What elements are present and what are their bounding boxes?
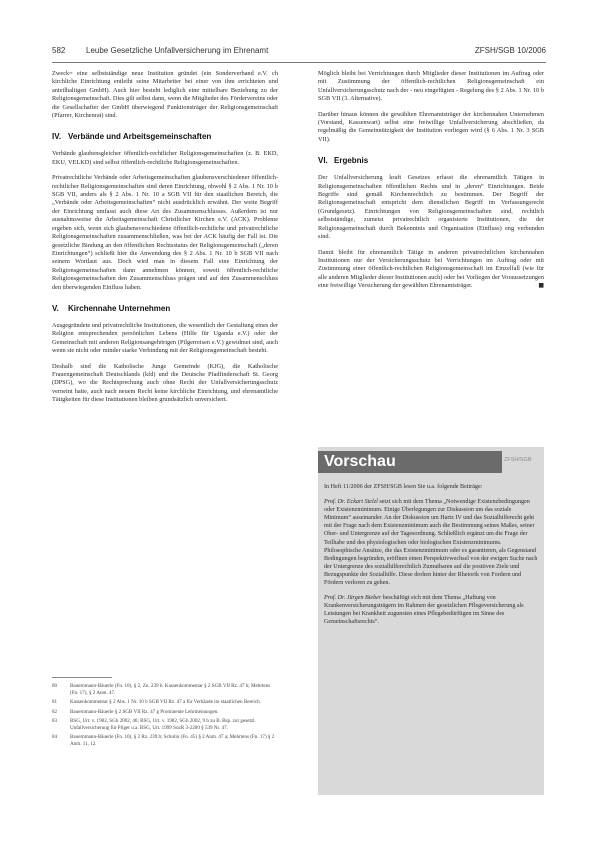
footnote bbox=[52, 709, 278, 716]
section-number: VI. bbox=[318, 156, 328, 166]
footnote bbox=[52, 718, 278, 731]
footnote-number: 80 bbox=[52, 683, 58, 689]
page-number: 582 bbox=[52, 46, 66, 55]
header-rule bbox=[52, 62, 546, 63]
section-heading-v bbox=[52, 304, 278, 314]
section-heading-vi bbox=[318, 156, 544, 166]
paragraph: Der Unfallversicherung kraft Gesetzes erfasst die ehrenamtlich Tätigen in Religionsgemeinschaften öffentlichen Rechts und in „deren“ Einrichtungen. Beide Begriffe sind gemäß Kirchenrechtlich zu bestimmen. Der Begriff der Religionsgemeinschaft entspricht dem dienstlichen Begriff im Verfassungsrecht (Grundgesetz). Einrichtungen von Religionsgemeinschaften sind, rechtlich selbstständige, zumeist privatrechtlich organisierte Institutionen, die der Religionsgemeinschaft durch Bekenntnis und Organisation (Einfluss) eng verbunden sind. bbox=[318, 174, 544, 241]
preview-title: Vorschau bbox=[318, 451, 502, 473]
footnote-number: 84 bbox=[52, 734, 58, 740]
footnote-text: BSG, Urt. v. 1982, SGb 2002, 46; BSG, Urt. v. 1982, SGb 2002, 9 b zu B. Bsp. zur gesetzl. Unfallversicherung für Pilger u.a. BSG, Urt. 1999 SozR 3-2200 § 539 Nr. 47. bbox=[70, 718, 256, 731]
footnote bbox=[52, 699, 278, 706]
preview-box bbox=[318, 447, 544, 795]
section-title: Leube Gesetzliche Unfallversicherung im Ehrenamt bbox=[86, 46, 269, 55]
preview-author: Prof. Dr. Eckart Stelzl bbox=[324, 499, 378, 506]
footnotes bbox=[52, 683, 278, 750]
paragraph: Darüber hinaus können die gewählten Ehrenamtsträger der kirchennahen Unternehmen (Vorstand, Kassenwart) selbst eine freiwillige Unfallversicherung abschließen, da regelmäßig die Gemeinnützigkeit der Institution vorliegen wird (§ 6 Abs. 1 Nr. 3 SGB VII). bbox=[318, 110, 544, 143]
paragraph: Ausgegründete und privatrechtliche Institutionen, die wesentlich der Gestaltung eines der Religion entsprechenden persönlichen Lebens (Hilfe für Uganda e.V.) oder der Gemeinschaft mit anderen Religionsangehörigen (Pilgerreisen e.V.) gewidmet sind, auch wenn sie nicht oder minder starke Verbindung mit der Religionsgemeinschaft besteht. bbox=[52, 321, 278, 355]
left-column bbox=[52, 70, 278, 412]
end-of-article-icon: ■ bbox=[538, 282, 544, 290]
section-heading-text: Ergebnis bbox=[334, 156, 369, 166]
paragraph: Zweck= eine selbstständige neue Institution gründet (ein Sonderverband e.V. ch kirchliche Einrichtung entleiht seine Mitarbeiter bei einer von ihm errichteten und anteilhaltigen GmbH). Auch hier besteht lediglich eine mittelbare Beziehung zu der Religionsgemeinschaft. Dies gilt selbst dann, wenn die Mitglieder des Fördervereins oder die Gesellschafter der GmbH überwiegend Funktionsträger der Religionsgemeinschaft (Pfarrer, Kirchenrat) sind. bbox=[52, 70, 278, 120]
paragraph-text: Damit bleibt für ehrenamtlich Tätige in anderen privatrechtlichen kirchennahen Institutionen nur der Versicherungsschutz bei Verrichtungen im Auftrag oder mit Zustimmung einer öffentlich-rechtlichen Religionsgemeinschaft im Einzelfall (wie für alle anderen Mitglieder dieser Institutionen auch) oder bei Vorliegen der Voraussetzungen eine freiwillige Versicherung der gewählten Ehrenamtsträger. bbox=[318, 248, 544, 290]
journal-reference: ZFSH/SGB 10/2006 bbox=[474, 46, 546, 55]
running-head bbox=[52, 46, 546, 60]
preview-tag: ZFSH/SGB bbox=[504, 457, 532, 463]
section-heading-iv bbox=[52, 132, 278, 142]
preview-article-text: beschäftigt sich mit dem Thema „Haftung von Krankenversicherungsträgern im Rahmen der gesetzlichen Pflegeversicherung als Leistungen bei Krankheit zugunsten eines Pflegebedürftigen im Sinne des Gemeinschaftsrechts“. bbox=[324, 595, 524, 626]
footnote-number: 81 bbox=[52, 699, 58, 705]
footnote-number: 82 bbox=[52, 708, 58, 715]
footnote-text: Kassenkommentar § 2 Abs. 1 Nr. 10 b SGB VII Rz. 47 a für Verbände im staatlichen Bereich. bbox=[70, 699, 261, 705]
section-heading-text: Kirchennahe Unternehmen bbox=[68, 303, 171, 313]
section-number: IV. bbox=[52, 132, 62, 142]
preview-intro: In Heft 11/2006 der ZFSH/SGB lesen Sie u.a. folgende Beiträge: bbox=[324, 484, 483, 490]
preview-author: Prof. Dr. Jürgen Bieber bbox=[324, 595, 382, 602]
paragraph: Deshalb sind die Katholische Junge Gemeinde (KJG), die Katholische Frauengemeinschaft Deutschlands (kfd) und die Deutsche Pfadfinderschaft St. Georg (DPSG), wo die Rechtsprechung auch ohne Recht der Unfallversicherungsschutz verneint hatte, auch nach neuem Recht keine kirchliche Einrichtung, und ehrenamtliche Tätigkeiten für diese Institutionen bleiben grundsätzlich unversichert. bbox=[52, 362, 278, 404]
footnote-rule bbox=[52, 677, 112, 678]
section-number: V. bbox=[52, 303, 59, 313]
footnote-number: 83 bbox=[52, 718, 58, 724]
footnote bbox=[52, 734, 278, 747]
section-heading-text: Verbände und Arbeitsgemeinschaften bbox=[68, 132, 212, 142]
paragraph: Privatrechtliche Verbände oder Arbeitsgemeinschaften glaubensverschiedener öffentlich-rechtlicher Religionsgemeinschaften sind deren Einrichtung, obwohl § 2 Abs. 1 Nr. 10 b SGB VII, anders als § 2 Abs. 1 Nr. 10 a SGB VII für den staatlichen Bereich, die „Verbände oder Arbeitsgemeinschaften“ nicht ausdrücklich erwähnt. Der weite Begriff der Einrichtung umfasst auch diese Art des Zusammenschlusses. Außerdem ist nur ausnahmsweise die Arbeitsgemeinschaft Christlicher Kirchen e.V. (ACK). Probleme ergeben sich, wenn sich glaubensverschiedene öffentlich-rechtliche und privatrechtliche Religionsgemeinschaften zusammenschließen, was bei der ACK häufig der Fall ist. Die gesetzliche Bindung an den öffentlichen Rechtsstatus der Religionsgemeinschaft („deren Einrichtungen“) schließt hier die Anwendung des § 2 Abs. 1 Nr. 10 b SGB VII nach seinem Wortlaut aus. Doch wird man in diesem Fall eine Einrichtung der Religionsgemeinschaften dann annehmen können, soweit öffentlich-rechtliche Religionsgemeinschaften den Zusammenschluss prägen und auf den Zusammenschluss den überwiegenden Einfluss haben. bbox=[52, 174, 278, 291]
paragraph bbox=[318, 249, 544, 291]
footnote-text: Bauernmann-Bäuerle (Fn. 10), § 2, Zn. 239 b. Kassenkommentar § 2 SGB VII Rz. 47 b; Mehrtens (Fn. 17), § 2 Anm. 47. bbox=[70, 683, 271, 696]
footnote-text: Bauernmann-Bäuerle § 2 SGB VII Rz. 47 g Prominente Lehrmeinungen. bbox=[70, 708, 219, 715]
right-column bbox=[318, 70, 544, 298]
paragraph: Möglich bleibt bei Verrichtungen durch Mitglieder dieser Institutionen im Auftrag oder mit Zustimmung der öffentlich-rechtlichen Religionsgemeinschaft ein Unfallversicherungsschutz nach der - neu eingefügten - Regelung des § 2 Abs. 1 Nr. 10 b SGB VII (3. Alternative). bbox=[318, 70, 544, 103]
preview-article-text: setzt sich mit dem Thema „Notwendige Existenzbedingungen oder Existenzminimum. Einige Überlegungen zur Diskussion um das soziale Minimum“ auseinander. An der Diskussion um Hartz IV und das Sozialhilferecht geht mit der Frage nach dem Existenzminimum auch die Bestimmung seines Maßes, seiner Ober- und Untergrenze auf der Tagesordnung. Schließlich ergänzt um die Frage der Teilhabe und des physiologischen oder biologischen Existenzminimums. Philosophische Ansätze, die das Existenzminimum oder es garantieren, als Gegenstand Bedingungen begründen, eröffnen einen Perspektivwechsel von der ewigen Suche nach der Untergrenze des sozialhilferechtlich Zumutbaren auf die positiven Ziele und Bezugspunkte der Sozialhilfe. Diese drohen hinter der Rhetorik von Fordern und Fördern verloren zu gehen. bbox=[324, 499, 538, 587]
preview-article bbox=[324, 594, 538, 626]
paragraph: Verbände glaubensgleicher öffentlich-rechtlicher Religionsgemeinschaften (z. B. EKD, EKU, VELKD) sind selbst öffentlich-rechtliche Religionsgemeinschaften. bbox=[52, 150, 278, 166]
preview-article bbox=[324, 498, 538, 587]
footnote-text: Bauernmann-Bäuerle (Fn. 10), § 2 Rz. 239 b; Schulin (Fn. 45) § 2 Anm. 47 a; Mehrtens (Fn. 17) § 2 Anm. 11, 12. bbox=[70, 734, 275, 747]
preview-body bbox=[324, 483, 538, 634]
footnote bbox=[52, 683, 278, 696]
